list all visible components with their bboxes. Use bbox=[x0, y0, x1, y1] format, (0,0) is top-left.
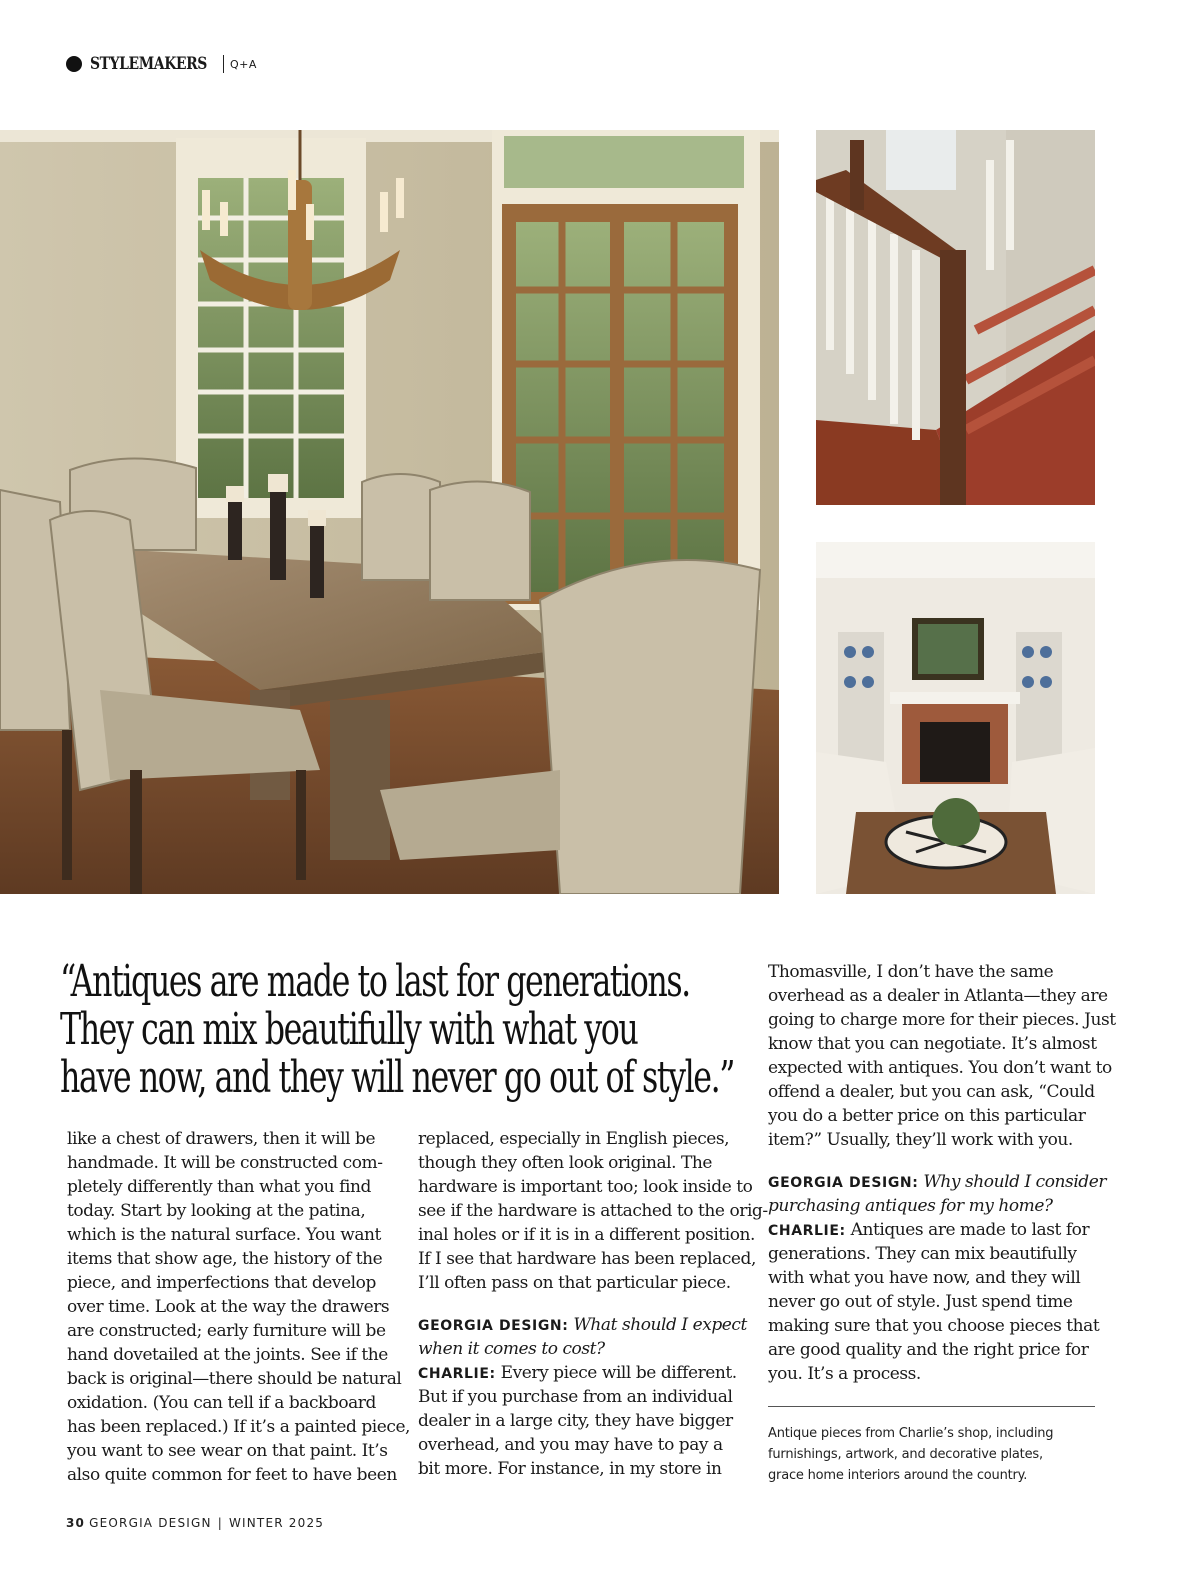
body-line: though they often look original. The bbox=[418, 1153, 713, 1173]
issue-date: WINTER 2025 bbox=[228, 1516, 325, 1530]
body-line: making sure that you choose pieces that bbox=[768, 1316, 1100, 1336]
body-line: pletely differently than what you find bbox=[67, 1177, 371, 1197]
body-line: hardware is important too; look inside to bbox=[418, 1177, 753, 1197]
interviewee-label: CHARLIE: bbox=[418, 1366, 496, 1382]
body-line: Thomasville, I don’t have the same bbox=[768, 962, 1054, 982]
question-text: What should I expect bbox=[573, 1315, 747, 1335]
body-line: going to charge more for their pieces. Just bbox=[768, 1010, 1116, 1030]
question-text: when it comes to cost? bbox=[418, 1339, 605, 1359]
body-line: hand dovetailed at the joints. See if the bbox=[67, 1345, 388, 1365]
body-line: replaced, especially in English pieces, bbox=[418, 1129, 730, 1149]
body-line: expected with antiques. You don’t want to bbox=[768, 1058, 1112, 1078]
body-line: offend a dealer, but you can ask, “Could bbox=[768, 1082, 1095, 1102]
body-line: If I see that hardware has been replaced, bbox=[418, 1249, 756, 1269]
caption-line: furnishings, artwork, and decorative plates, bbox=[768, 1447, 1043, 1462]
section-header bbox=[66, 52, 257, 76]
pull-quote-line: “Antiques are made to last for generations. bbox=[60, 956, 690, 1007]
section-title: STYLEMAKERS bbox=[90, 54, 207, 74]
answer-text: Every piece will be different. bbox=[500, 1363, 737, 1383]
body-line: know that you can negotiate. It’s almost bbox=[768, 1034, 1097, 1054]
caption-line: Antique pieces from Charlie’s shop, including bbox=[768, 1426, 1054, 1441]
article-column-1 bbox=[67, 1127, 411, 1487]
pull-quote-line: have now, and they will never go out of style.” bbox=[60, 1052, 734, 1103]
body-line: never go out of style. Just spend time bbox=[768, 1292, 1073, 1312]
pull-quote-line: They can mix beautifully with what you bbox=[60, 1004, 638, 1055]
question-text: Why should I consider bbox=[923, 1172, 1107, 1192]
interviewer-label: GEORGIA DESIGN: bbox=[768, 1175, 919, 1191]
article-column-2 bbox=[418, 1127, 768, 1481]
body-line: dealer in a large city, they have bigger bbox=[418, 1411, 733, 1431]
answer-text: Antiques are made to last for bbox=[850, 1220, 1090, 1240]
bullet-dot-icon bbox=[66, 56, 82, 72]
interviewer-label: GEORGIA DESIGN: bbox=[418, 1318, 569, 1334]
body-line: which is the natural surface. You want bbox=[67, 1225, 381, 1245]
body-line: you do a better price on this particular bbox=[768, 1106, 1086, 1126]
body-line: bit more. For instance, in my store in bbox=[418, 1459, 722, 1479]
body-line: inal holes or if it is in a different position. bbox=[418, 1225, 755, 1245]
body-line: generations. They can mix beautifully bbox=[768, 1244, 1077, 1264]
body-line: has been replaced.) If it’s a painted piece, bbox=[67, 1417, 411, 1437]
body-line: you want to see wear on that paint. It’s bbox=[67, 1441, 388, 1461]
dining-room-photo bbox=[0, 130, 779, 894]
body-line: oxidation. (You can tell if a backboard bbox=[67, 1393, 376, 1413]
caption-divider bbox=[768, 1406, 1095, 1407]
body-line: like a chest of drawers, then it will be bbox=[67, 1129, 376, 1149]
interviewee-label: CHARLIE: bbox=[768, 1223, 846, 1239]
body-line: piece, and imperfections that develop bbox=[67, 1273, 376, 1293]
page-number: 30 bbox=[66, 1516, 86, 1530]
question-text: purchasing antiques for my home? bbox=[768, 1196, 1053, 1216]
page-footer bbox=[66, 1516, 324, 1530]
body-line: overhead as a dealer in Atlanta—they are bbox=[768, 986, 1108, 1006]
living-room-photo bbox=[816, 542, 1095, 894]
header-divider bbox=[223, 55, 224, 73]
body-line: also quite common for feet to have been bbox=[67, 1465, 397, 1485]
body-line: see if the hardware is attached to the orig- bbox=[418, 1201, 768, 1221]
answer-line bbox=[768, 1218, 1098, 1242]
body-line: overhead, and you may have to pay a bbox=[418, 1435, 723, 1455]
section-subtitle: Q+A bbox=[230, 57, 257, 71]
body-line: item?” Usually, they’ll work with you. bbox=[768, 1130, 1073, 1150]
answer-line bbox=[418, 1361, 748, 1385]
article-column-3 bbox=[768, 960, 1116, 1386]
body-line: are good quality and the right price for bbox=[768, 1340, 1089, 1360]
pull-quote bbox=[60, 958, 760, 1102]
staircase-photo bbox=[816, 130, 1095, 505]
body-line: But if you purchase from an individual bbox=[418, 1387, 733, 1407]
question-line bbox=[418, 1313, 748, 1337]
footer-divider: | bbox=[217, 1516, 223, 1530]
body-line: over time. Look at the way the drawers bbox=[67, 1297, 390, 1317]
body-line: with what you have now, and they will bbox=[768, 1268, 1081, 1288]
body-line: today. Start by looking at the patina, bbox=[67, 1201, 366, 1221]
body-line: items that show age, the history of the bbox=[67, 1249, 383, 1269]
question-line bbox=[768, 1170, 1107, 1194]
body-line: handmade. It will be constructed com- bbox=[67, 1153, 383, 1173]
photo-caption bbox=[768, 1423, 1098, 1486]
body-line: I’ll often pass on that particular piece. bbox=[418, 1273, 731, 1293]
body-line: you. It’s a process. bbox=[768, 1364, 921, 1384]
publication-name: GEORGIA DESIGN bbox=[89, 1516, 212, 1530]
body-line: back is original—there should be natural bbox=[67, 1369, 402, 1389]
caption-line: grace home interiors around the country. bbox=[768, 1468, 1028, 1483]
body-line: are constructed; early furniture will be bbox=[67, 1321, 386, 1341]
